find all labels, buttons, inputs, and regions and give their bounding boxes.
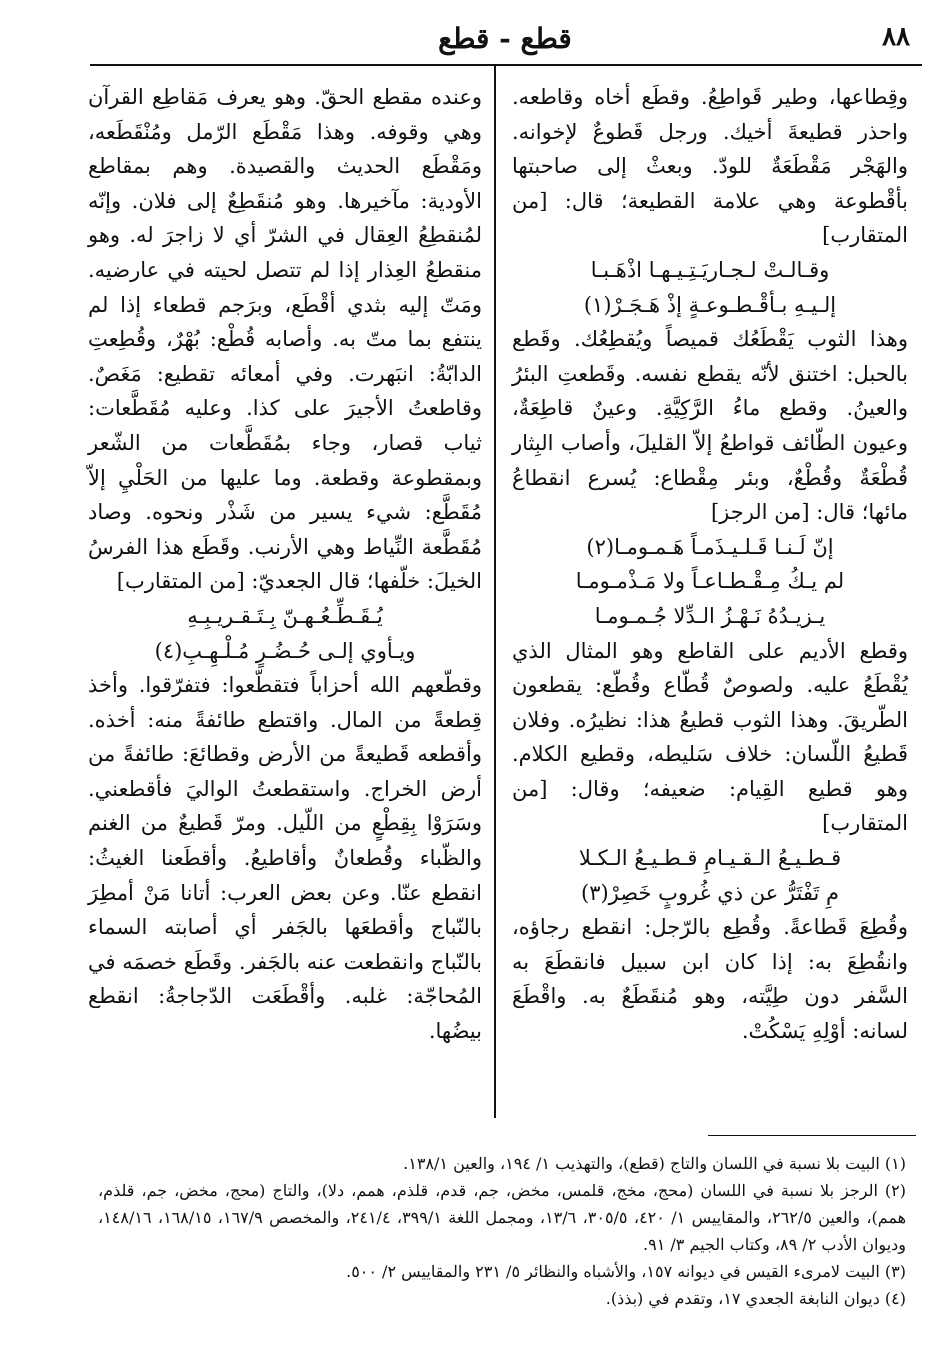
verse-line: ويـأوي إلـى حُـضُـرٍ مُـلْـهِـبِ(٤) (154, 638, 416, 663)
running-title: قطع - قطع (438, 22, 572, 55)
paragraph: وقطع الأديم على القاطع وهو المثال الذي يُقْطَعُ عليه. ولصوصٌ قُطّاع وقُطّع: يقطعون الطّريقَ. وهذا الثوب قطيعُ هذا: نظيرُه. وفلان قَطيعُ اللّسان: خلاف سَليطه، وقطيع الكلام. وهو قطيع القِيام: ضعيفه؛ وقال: [من المتقارب] (512, 638, 908, 836)
paragraph: وهذا الثوب يَقْطَعُك قميصاً ويُقطِعُك. وقَطع بالحبل: اختنق لأنّه يقطع نفسه. وقَطعتِ البئرُ والعينُ. وقطع ماءُ الرَّكِيَّةِ. وعينٌ قاطِعَةٌ، وعيون الطّائف قواطعُ إلاّ القليلَ، وأصاب البِثار قُطْعَةٌ وقُطْعٌ، وبئر مِقْطاع: يُسرع انقطاعُ مائها؛ قال: [من الرجز] (512, 327, 908, 525)
column-divider (494, 66, 496, 1118)
left-column (88, 80, 482, 1049)
header-rule (90, 64, 922, 66)
footnote-rule (708, 1135, 916, 1136)
verse-line: يُـقَـطِّـعُـهـنّ بِـتَـقـريـبِـهِ (187, 603, 383, 628)
footnotes (98, 1150, 906, 1312)
paragraph: وقطّعهم الله أحزاباً فتقطّعوا: فتفرّقوا. وأخذ قِطعةً من المال. واقتطع طائفةً منه: أخذه. وأقطعه قَطيعةً من الأرض وقطائعَ: طائفةً من أرض الخراج. واستقطعتُ الواليَ فأقطعني. وسَرَوْا بِقِطْعٍ من اللّيل. ومرّ قَطيعٌ من الغنم والظّباء وقُطعانٌ وأقاطيعُ. وأقطَعنا الغيثُ: انقطع عنّا. وعن بعض العرب: أتانا مَنْ أمطِرَ بالنّباج وأقطعَها بالجَفر أي أصابته السماء بالنّباج وانقطعت عنه بالجَفر. وقَطَع خصمَه في المُحاجّة: غلبه. وأقْطَعَت الدّجاجةُ: انقطع بيضُها. (88, 673, 482, 1044)
verse-line: وقـالـتْ لـجـاريَـتِـيـهـا اذْهَـبـا (590, 257, 830, 282)
page-header (92, 20, 918, 68)
paragraph: وعنده مقطع الحقّ. وهو يعرف مَقاطِع القرآن وهي وقوفه. وهذا مَقْطَع الرّمل ومُنْقَطَعه، ومَقْطَع الحديث والقصيدة. وهم بمقاطع الأودية: مآخيرها. وهو مُنقَطِعٌ إلى فلان. وإنّه لمُنقطِعُ العِقال في الشرّ أي لا زاجرَ له. وهو منقطعُ العِذار إذا لم تتصل لحيته في عارضيه. ومَتّ إليه بثدي أقْطَع، وبرَجم قطعاء إذا لم ينتفع بما متّ به. وأصابه قُطْع: بُهْرٌ، وقُطِعتِ الدابّةُ: انبَهرت. وفي أمعائه تقطيع: مَغَصٌ. وقاطعتُ الأجيرَ على كذا. وعليه مُقَطَّعات: ثياب قصار، وجاء بمُقَطَّعات من الشّعر وبمقطوعة وقطعة. وما عليها من الحَلْيِ إلاّ مُقَطَّع: شيء يسير من شَذْر ونحوه. وصاد مُقَطَّعة النِّياط وهي الأرنب. وقَطَع هذا الفرسُ الخيلَ: خلّفها؛ قال الجعديّ: [من المتقارب] (88, 85, 482, 594)
verse-line: قـطـيـعُ الـقـيـامِ قـطـيـعُ الـكـلا (578, 846, 842, 871)
right-column (512, 80, 908, 1049)
verse-line: يـزيـدُهُ نَـهْـزُ الـدِّلا جُـمـومـا (594, 603, 826, 628)
verse-line: إنّ لَـنـا قَـلـيـذَمـاً هَـمـومـا(٢) (586, 534, 834, 559)
footnote: (١) البيت بلا نسبة في اللسان والتاج (قطع)، والتهذيب ١/ ١٩٤، والعين ١٣٨/١. (403, 1154, 906, 1173)
verse-line: إلـيـهِ بـأقْـطـوعـةٍ إذْ هَـجَـرْ(١) (583, 292, 837, 317)
paragraph: وقِطاعها، وطير قَواطِعُ. وقطَع أخاه وقاطعه. واحذر قطيعةَ أخيك. ورجل قَطوعٌ لإخوانه. والهَجْر مَقْطَعَةٌ للودّ. وبعثْ إلى صاحبتها بأقْطوعة وهي علامة القطيعة؛ قال: [من المتقارب] (512, 85, 908, 248)
footnote: (٤) ديوان النابغة الجعدي ١٧، وتقدم في (بذذ). (605, 1289, 906, 1308)
verse-line: مِ تَفْتَرُّ عن ذي غُروبٍ خَصِرْ(٣) (580, 880, 839, 905)
page-number: ٨٨ (882, 22, 910, 52)
footnote: (٢) الرجز بلا نسبة في اللسان (محج، مخج، قلمس، مخض، جم، قدم، قلذم، همم، دلا)، والتاج (محج، مخض، جم، قلذم، همم)، والعين ٢٦٢/٥، والمقاييس ١/ ٤٢٠، ٣٠٥/٥، ١٣/٦، ومجمل اللغة ٣٩٩/١، ٢٤١/٤، والمخصص ١٦٧/٩، ١٦٨/١٥، ١٤٨/١٦، وديوان الأدب ٢/ ٨٩، وكتاب الجيم ٣/ ٩١. (98, 1181, 907, 1254)
footnote: (٣) البيت لامرىء القيس في ديوانه ١٥٧، والأشباه والنظائر ٥/ ٢٣١ والمقاييس ٢/ ٥٠٠. (346, 1262, 906, 1281)
verse-line: لم يـكُ مِـقْـطـاعـاً ولا مَـذْمـومـا (575, 569, 845, 594)
paragraph: وقُطِعَ قَطاعةً. وقُطِع بالرّجل: انقطع رجاؤه، وانقُطِعَ به: إذا كان ابن سبيل فانقطَعَ به السَّفر دون طِيَّته، وهو مُنقَطَعٌ به. واقْطَعَ لسانه: أوْلِهِ يَسْكُتْ. (512, 915, 908, 1044)
